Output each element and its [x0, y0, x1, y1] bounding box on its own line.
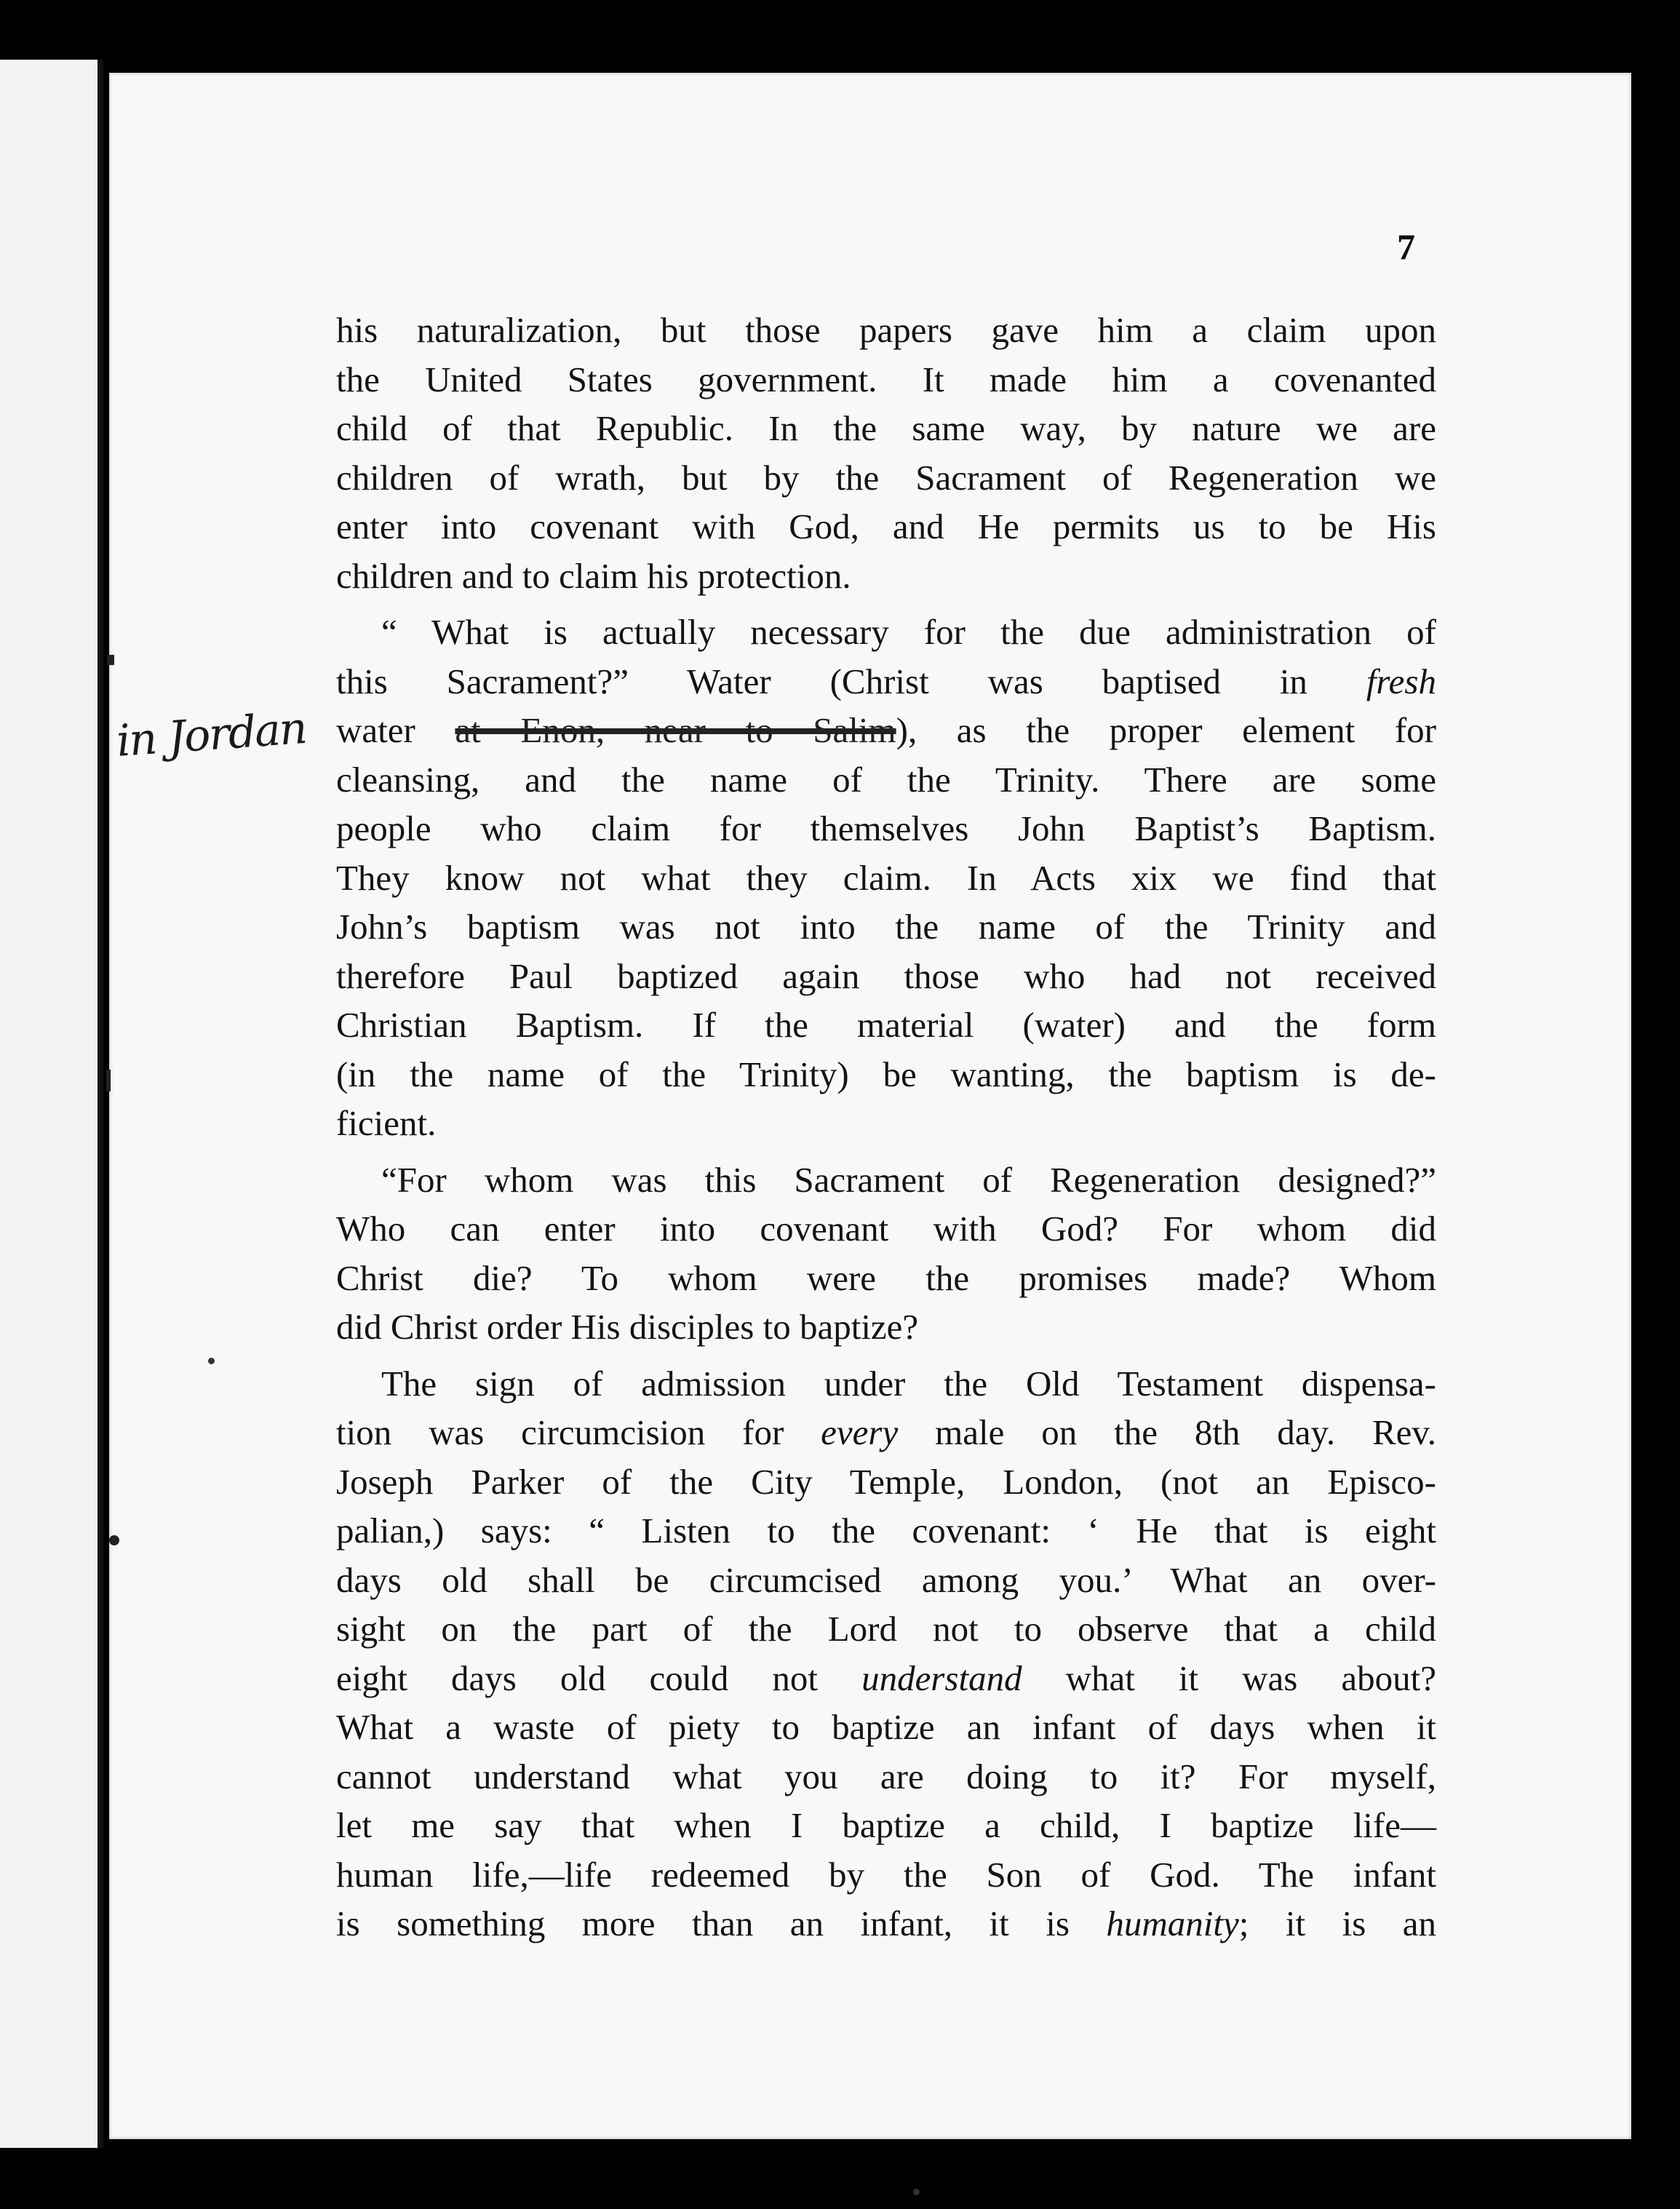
text-line: cleansing, and the name of the Trinity. There are some: [336, 759, 1436, 800]
text-line: ficient.: [336, 1103, 437, 1143]
text-line: let me say that when I baptize a child, I baptize life—: [336, 1805, 1436, 1845]
margin-mark: [106, 1070, 111, 1091]
text-line: sight on the part of the Lord not to observe that a child: [336, 1609, 1436, 1649]
page-number: 7: [1397, 226, 1415, 267]
binding-shadow: [97, 60, 103, 2148]
margin-mark: [107, 655, 114, 665]
text-line: the United States government. It made him a covenanted: [336, 359, 1436, 399]
text-line: children of wrath, but by the Sacrament of Regeneration we: [336, 457, 1436, 498]
italic-word: every: [821, 1412, 899, 1452]
text-line: They know not what they claim. In Acts xix we find that: [336, 857, 1436, 898]
handwritten-margin-note: in Jordan: [114, 702, 308, 768]
text-line: is something more than an infant, it is humanity; it is an: [336, 1903, 1436, 1943]
text-line: “For whom was this Sacrament of Regeneration designed?”: [381, 1159, 1436, 1200]
text-line: enter into covenant with God, and He permits us to be His: [336, 506, 1436, 546]
text-line-strikethrough: water at Enon, near to Salim), as the proper element for: [336, 710, 1436, 750]
italic-word: fresh: [1366, 661, 1436, 701]
facing-page-edge: [0, 60, 97, 2148]
text-line: child of that Republic. In the same way, by nature we are: [336, 408, 1436, 448]
text-line: “ What is actually necessary for the due administration of: [381, 612, 1436, 652]
text-line: cannot understand what you are doing to it? For myself,: [336, 1756, 1436, 1796]
text-line: Christian Baptism. If the material (water) and the form: [336, 1005, 1436, 1045]
speck: [913, 2189, 920, 2195]
text-line: Who can enter into covenant with God? For whom did: [336, 1209, 1436, 1249]
text-line: people who claim for themselves John Baptist’s Baptism.: [336, 808, 1436, 848]
italic-word: understand: [861, 1657, 1022, 1698]
text-line: human life,—life redeemed by the Son of God. The infant: [336, 1854, 1436, 1895]
paragraph: [336, 306, 1436, 600]
text-line: (in the name of the Trinity) be wanting, the baptism is de-: [336, 1054, 1436, 1094]
text-line: tion was circumcision for every male on the 8th day. Rev.: [336, 1412, 1436, 1452]
text-line: palian,) says: “ Listen to the covenant: ‘ He that is eight: [336, 1511, 1436, 1551]
text-line: Joseph Parker of the City Temple, London, (not an Episco-: [336, 1461, 1436, 1502]
speck: [208, 1358, 215, 1364]
paragraph: [336, 1155, 1436, 1352]
text-line: John’s baptism was not into the name of the Trinity and: [336, 907, 1436, 947]
paragraph: [336, 1359, 1436, 1949]
text-line: What a waste of piety to baptize an infant of days when it: [336, 1707, 1436, 1747]
text-line: eight days old could not understand what it was about?: [336, 1657, 1436, 1698]
body-text: [336, 306, 1436, 1949]
text-line: Christ die? To whom were the promises made? Whom: [336, 1257, 1436, 1298]
text-line: therefore Paul baptized again those who had not received: [336, 955, 1436, 996]
paragraph: [336, 608, 1436, 1148]
text-line-italic-fresh: this Sacrament?” Water (Christ was baptised in fresh: [336, 661, 1436, 701]
text-line: his naturalization, but those papers gave him a claim upon: [336, 310, 1436, 350]
text-line: The sign of admission under the Old Testament dispensa-: [381, 1363, 1436, 1404]
italic-word: humanity: [1106, 1903, 1239, 1943]
margin-mark: [109, 1535, 119, 1545]
text-line: days old shall be circumcised among you.’ What an over-: [336, 1559, 1436, 1600]
text-line: did Christ order His disciples to baptize?: [336, 1307, 919, 1347]
text-line: children and to claim his protection.: [336, 555, 851, 596]
struck-through-text: at Enon, near to Salim: [455, 710, 896, 750]
